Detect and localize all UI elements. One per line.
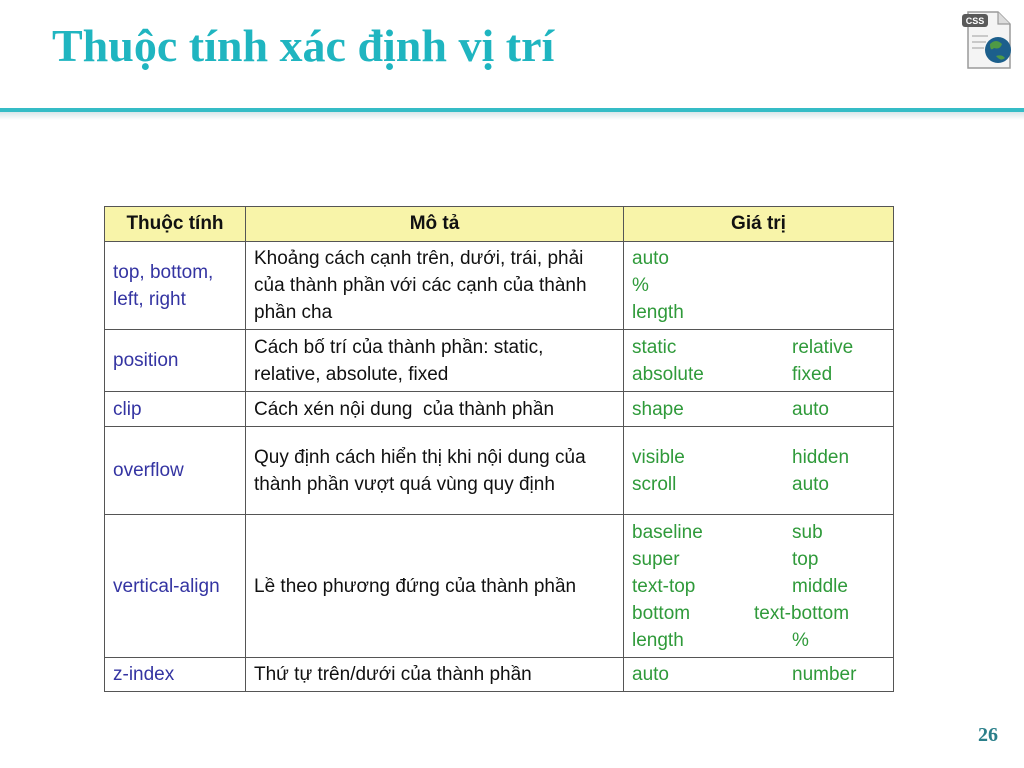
value-item: % — [632, 275, 649, 296]
value-item: auto — [632, 248, 669, 269]
css-icon-label: CSS — [965, 16, 985, 26]
row-values — [624, 392, 894, 427]
value-item: middle — [792, 575, 848, 597]
value-item: text-top — [632, 575, 696, 597]
row-property: top, bottom, left, right — [105, 242, 246, 330]
value-item: % — [792, 629, 809, 651]
value-item: baseline — [632, 521, 703, 543]
table-row — [105, 392, 894, 427]
table-row — [105, 658, 894, 692]
value-item: relative — [792, 336, 854, 358]
row-description: Khoảng cách cạnh trên, dưới, trái, phải của thành phần với các cạnh của thành phần cha — [246, 242, 624, 330]
value-item: auto — [792, 473, 829, 495]
value-item: absolute — [632, 363, 704, 385]
value-item: static — [632, 336, 677, 358]
value-item: bottom — [632, 602, 691, 624]
row-description: Thứ tự trên/dưới của thành phần — [246, 658, 624, 692]
page-number: 26 — [978, 724, 998, 746]
header-description: Mô tả — [246, 207, 624, 242]
value-item: visible — [632, 446, 685, 468]
row-property: clip — [105, 392, 246, 427]
row-description: Cách xén nội dung của thành phần — [246, 392, 624, 427]
row-property: position — [105, 330, 246, 392]
properties-table-container — [104, 206, 893, 692]
value-item: top — [792, 548, 819, 570]
value-item: super — [632, 548, 680, 570]
value-item: length — [632, 629, 684, 651]
value-item: auto — [792, 398, 829, 420]
slide-title: Thuộc tính xác định vị trí — [52, 20, 555, 71]
row-values — [624, 658, 894, 692]
value-item: fixed — [792, 363, 833, 385]
value-item: sub — [792, 521, 823, 543]
value-item: number — [792, 664, 857, 685]
row-property: z-index — [105, 658, 246, 692]
title-divider-shadow — [0, 112, 1024, 120]
value-item: shape — [632, 398, 684, 420]
header-values: Giá trị — [624, 207, 894, 242]
row-property: vertical-align — [105, 515, 246, 658]
value-item: length — [632, 302, 684, 323]
properties-table — [104, 206, 894, 692]
row-description: Quy định cách hiển thị khi nội dung của thành phần vượt quá vùng quy định — [246, 427, 624, 515]
value-item: text-bottom — [754, 602, 850, 624]
row-description: Cách bố trí của thành phần: static, relative, absolute, fixed — [246, 330, 624, 392]
value-item: scroll — [632, 473, 677, 495]
row-description: Lề theo phương đứng của thành phần — [246, 515, 624, 658]
row-values — [624, 515, 894, 658]
css-file-icon — [958, 8, 1016, 72]
table-row — [105, 427, 894, 515]
header-property: Thuộc tính — [105, 207, 246, 242]
value-item: auto — [632, 664, 669, 685]
row-values — [624, 242, 894, 330]
value-item: hidden — [792, 446, 850, 468]
table-row — [105, 515, 894, 658]
row-values — [624, 427, 894, 515]
row-property: overflow — [105, 427, 246, 515]
row-values — [624, 330, 894, 392]
table-row — [105, 242, 894, 330]
table-header-row — [105, 207, 894, 242]
table-row — [105, 330, 894, 392]
